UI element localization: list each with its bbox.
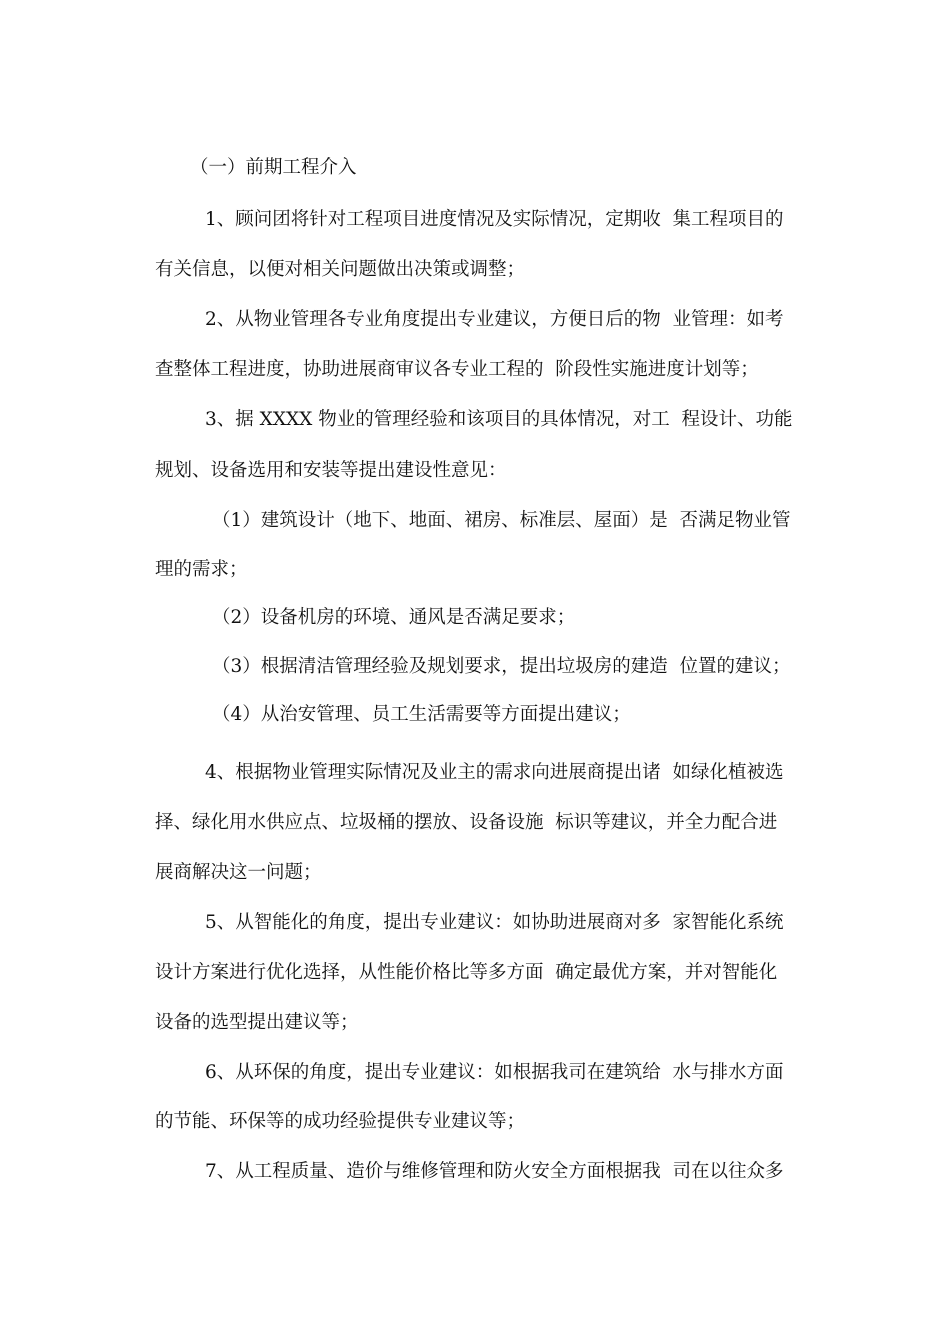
- paragraph-line: 设计方案进行优化选择，从性能价格比等多方面 确定最优方案，并对智能化: [155, 962, 778, 983]
- paragraph-line: 6、从环保的角度，提出专业建议：如根据我司在建筑给 水与排水方面: [205, 1062, 784, 1083]
- paragraph-line: 4、根据物业管理实际情况及业主的需求向进展商提出诸 如绿化植被选: [205, 762, 784, 783]
- paragraph-line: 理的需求；: [155, 559, 248, 580]
- paragraph-line: （2）设备机房的环境、通风是否满足要求；: [212, 607, 576, 628]
- paragraph-line: 规划、设备选用和安装等提出建设性意见：: [155, 460, 507, 481]
- paragraph-line: （4）从治安管理、员工生活需要等方面提出建议；: [212, 704, 631, 725]
- paragraph-line: 的节能、环保等的成功经验提供专业建议等；: [155, 1111, 526, 1132]
- paragraph-line: 1、顾问团将针对工程项目进度情况及实际情况，定期收 集工程项目的: [205, 209, 784, 230]
- paragraph-line: 设备的选型提出建议等；: [155, 1012, 359, 1033]
- paragraph-line: 展商解决这一问题；: [155, 862, 322, 883]
- paragraph-line: 3、据 XXXX 物业的管理经验和该项目的具体情况，对工 程设计、功能: [205, 409, 793, 430]
- paragraph-line: （3）根据清洁管理经验及规划要求，提出垃圾房的建造 位置的建议；: [212, 656, 791, 677]
- paragraph-line: 择、绿化用水供应点、垃圾桶的摆放、设备设施 标识等建议，并全力配合进: [155, 812, 778, 833]
- paragraph-line: 7、从工程质量、造价与维修管理和防火安全方面根据我 司在以往众多: [205, 1161, 784, 1182]
- paragraph-line: 5、从智能化的角度，提出专业建议：如协助进展商对多 家智能化系统: [205, 912, 784, 933]
- paragraph-line: 有关信息，以便对相关问题做出决策或调整；: [155, 259, 526, 280]
- paragraph-line: 查整体工程进度，协助进展商审议各专业工程的 阶段性实施进度计划等；: [155, 359, 759, 380]
- paragraph-line: 2、从物业管理各专业角度提出专业建议，方便日后的物 业管理：如考: [205, 309, 784, 330]
- section-heading: （一）前期工程介入: [190, 157, 357, 178]
- paragraph-line: （1）建筑设计（地下、地面、裙房、标准层、屋面）是 否满足物业管: [212, 510, 791, 531]
